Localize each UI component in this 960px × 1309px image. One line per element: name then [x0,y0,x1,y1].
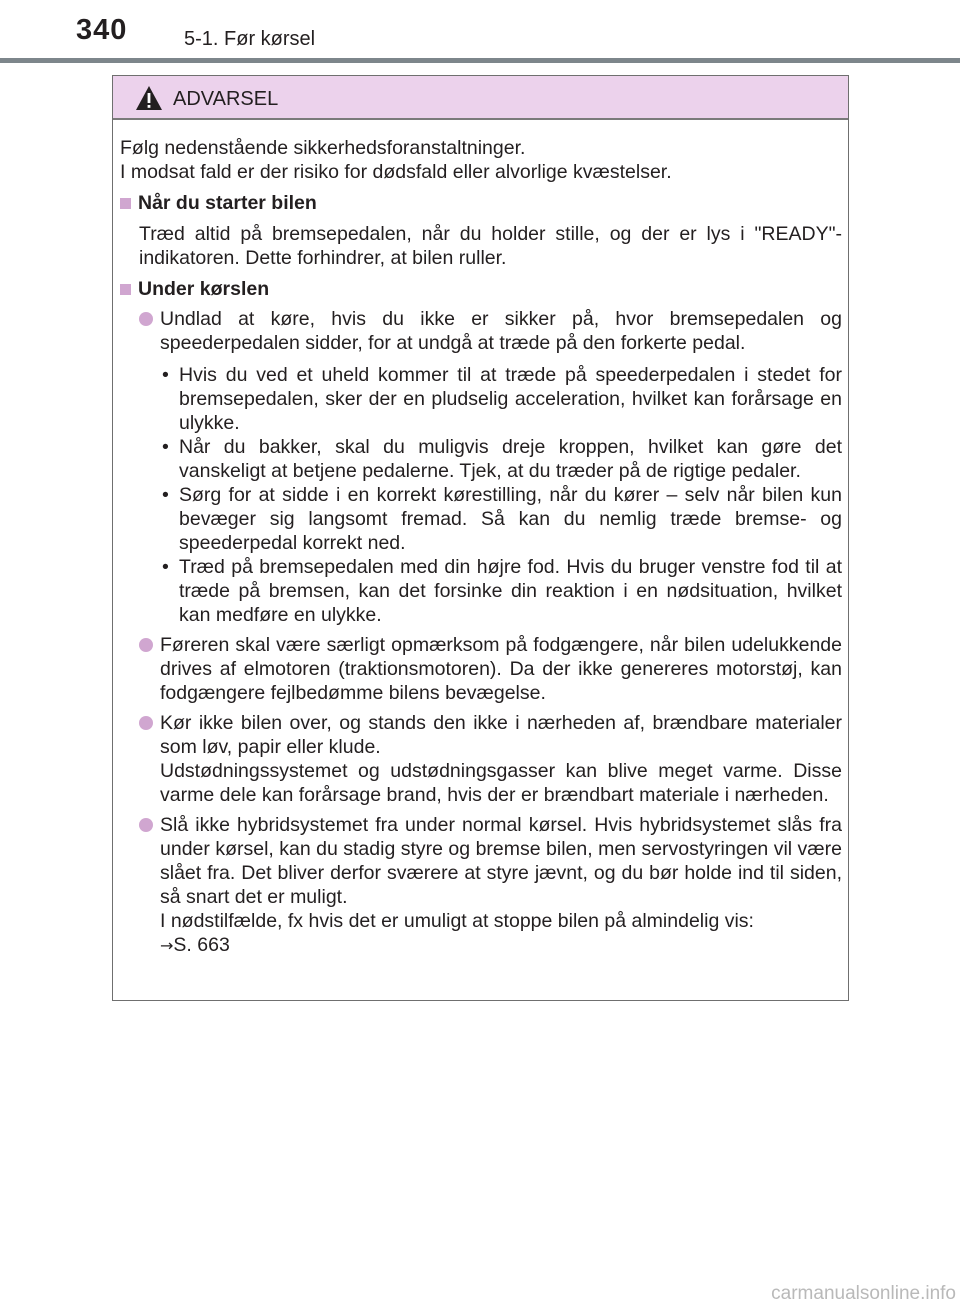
page-header [0,0,960,64]
intro-line: Følg nedenstående sikkerhedsforanstaltninger. [120,137,526,159]
section-paragraph: Træd altid på bremsepedalen, når du holder stille, og der er lys i "READY"-indikatoren. Dette forhindrer, at bilen ruller. [139,223,842,269]
sub-list-item: • Sørg for at sidde i en korrekt kørestilling, når du kører – selv når bilen kun bevæger sig langsomt fremad. Så kan du nemlig træde bremse- og speederpedal korrekt ned. [162,484,842,554]
warning-triangle-icon [135,85,163,111]
square-marker-icon [120,284,131,295]
intro-text [120,136,842,184]
page-reference [160,933,842,958]
section-heading [120,191,842,215]
bullet-dot-icon [139,818,153,832]
sub-list [160,363,842,627]
warning-body [120,136,842,964]
bullet-text: Undlad at køre, hvis du ikke er sikker på, hvor bremsepedalen og speederpedalen sidder, for at undgå at træde på den forkerte pedal. [160,308,842,354]
watermark: carmanualsonline.info [771,1283,956,1304]
sub-list-item: • Når du bakker, skal du muligvis dreje kroppen, hvilket kan gøre det vanskeligt at betjene pedalerne. Tjek, at du træder på de rigtige pedaler. [162,436,842,482]
section-heading-text: Under kørslen [138,278,270,300]
bullet-text: Slå ikke hybridsystemet fra under normal kørsel. Hvis hybridsystemet slås fra under kørsel, kan du stadig styre og bremse bilen, men servostyringen vil være slået fra. Det bliver derfor sværere at styre jævnt, og du bør holde ind til siden, så snart det er muligt. [160,814,842,908]
bullet-text-continued: Udstødningssystemet og udstødningsgasser kan blive meget varme. Disse varme dele kan forårsage brand, hvis der er brændbart materiale i nærheden. [160,760,842,806]
warning-header [113,76,848,120]
bullet-item [120,711,842,807]
page-number: 340 [76,14,128,46]
bullet-dot-icon [139,716,153,730]
header-rule [0,58,960,63]
intro-line: I modsat fald er der risiko for dødsfald eller alvorlige kvæstelser. [120,161,672,183]
bullet-item [120,813,842,958]
sub-list-item: • Træd på bremsepedalen med din højre fod. Hvis du bruger venstre fod til at træde på bremsen, kan det forsinke din reaktion i en nødsituation, hvilket kan medføre en ulykke. [162,556,842,626]
bullet-text: Føreren skal være særligt opmærksom på fodgængere, når bilen udelukkende drives af elmotoren (traktionsmotoren). Da der ikke genereres motorstøj, kan fodgængere fejlbedømme bilens bevægelse. [160,634,842,704]
square-marker-icon [120,198,131,209]
sub-list-item: • Hvis du ved et uheld kommer til at træde på speederpedalen i stedet for bremsepedalen, sker der en pludselig acceleration, hvilket kan forårsage en ulykke. [162,364,842,434]
section-heading [120,277,842,301]
bullet-text-continued: I nødstilfælde, fx hvis det er umuligt at stoppe bilen på almindelig vis: [160,910,754,932]
section-title: 5-1. Før kørsel [184,28,316,50]
warning-label: ADVARSEL [173,88,279,110]
page-reference-link[interactable]: S. 663 [173,934,230,956]
warning-box [112,75,849,1001]
bullet-item [120,307,842,627]
bullet-text: Kør ikke bilen over, og stands den ikke i nærheden af, brændbare materialer som løv, papir eller klude. [160,712,842,758]
section-heading-text: Når du starter bilen [138,192,317,214]
arrow-right-icon: → [160,936,174,955]
bullet-item [120,633,842,705]
bullet-dot-icon [139,312,153,326]
bullet-dot-icon [139,638,153,652]
